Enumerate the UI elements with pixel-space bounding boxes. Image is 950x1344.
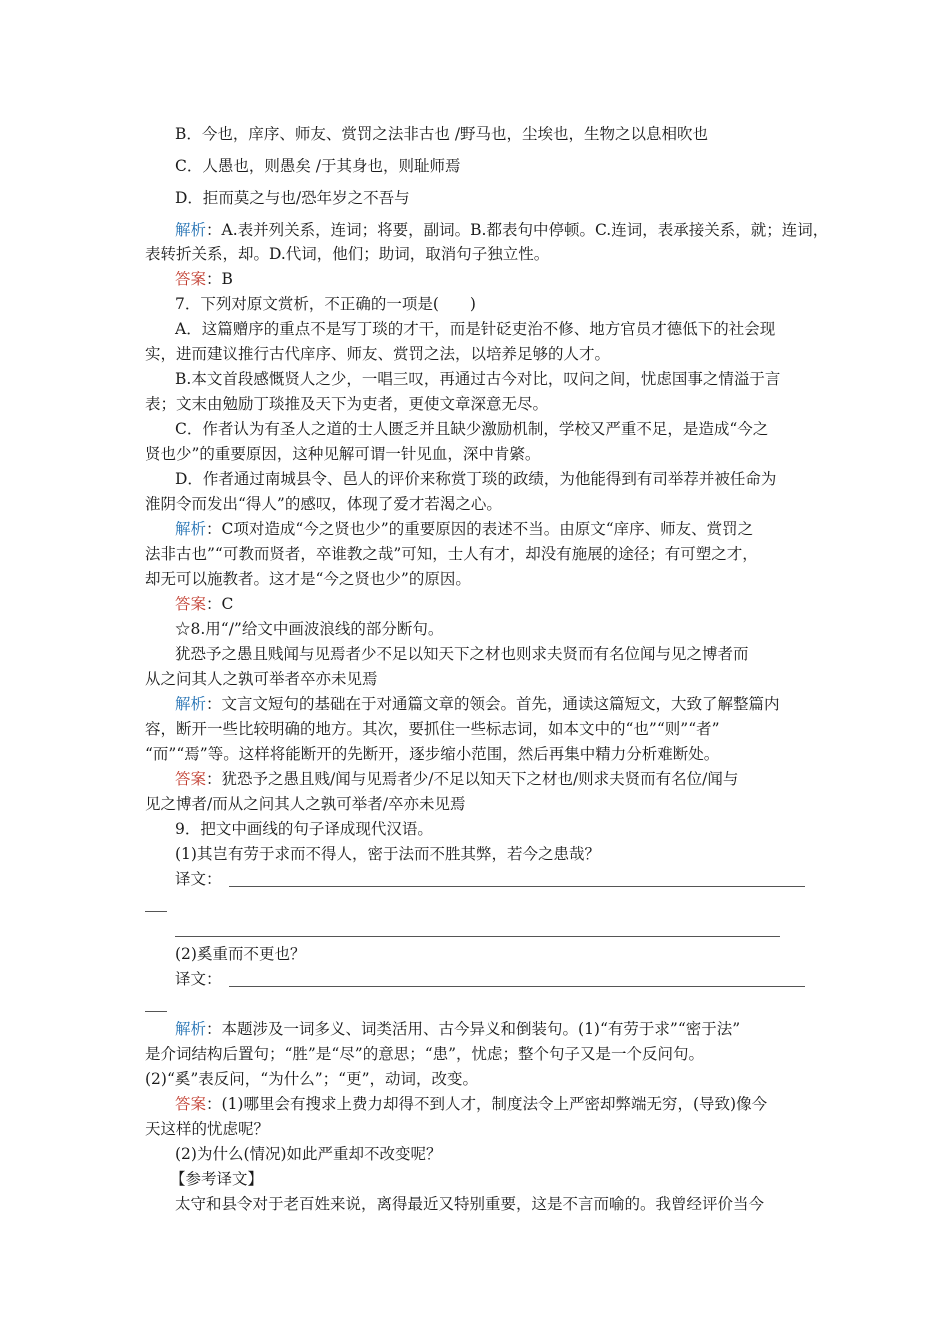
q9-sentence-2: (2)奚重而不更也？ bbox=[175, 945, 306, 963]
q8-analysis-line1: 解析：文言文短句的基础在于对通篇文章的领会。首先，通读这篇短文，大致了解整篇内 bbox=[175, 695, 780, 713]
translation-blank-2-tail bbox=[145, 1011, 167, 1012]
q7-answer: 答案：C bbox=[175, 595, 234, 613]
q7-option-b-line2: 表；文末由勉励丁琰推及天下为吏者，更使文章深意无尽。 bbox=[145, 395, 549, 413]
q9-answer-line2: 天这样的忧虑呢？ bbox=[145, 1120, 270, 1138]
q9-analysis-line3: (2)“奚”表反问，“为什么”；“更”，动词，改变。 bbox=[145, 1070, 479, 1088]
q6-option-d: D．拒而莫之与也/恐年岁之不吾与 bbox=[175, 189, 410, 207]
q9-translation-label-1: 译文： bbox=[175, 870, 222, 888]
q7-option-c-line2: 贤也少”的重要原因，这种见解可谓一针见血，深中肯綮。 bbox=[145, 445, 541, 463]
q6-analysis-line1: 解析：A.表并列关系，连词；将要，副词。B.都表句中停顿。C.连词，表承接关系，就；连词， bbox=[175, 221, 829, 239]
q9-analysis-line2: 是介词结构后置句；“胜”是“尽”的意思；“患”，忧虑；整个句子又是一个反问句。 bbox=[145, 1045, 705, 1063]
q9-translation-label-2: 译文： bbox=[175, 970, 222, 988]
translation-blank-1-tail bbox=[145, 911, 167, 912]
analysis-label: 解析 bbox=[175, 1020, 207, 1038]
q6-option-c: C．人愚也，则愚矣 /于其身也，则耻师焉 bbox=[175, 157, 461, 175]
q8-analysis-line3: “而”“焉”等。这样将能断开的先断开，逐步缩小范围，然后再集中精力分析难断处。 bbox=[145, 745, 720, 763]
answer-label: 答案 bbox=[175, 770, 207, 788]
q7-stem: 7．下列对原文赏析，不正确的一项是( ) bbox=[175, 295, 476, 313]
translation-blank-2[interactable] bbox=[229, 986, 805, 987]
q8-answer-line1: 答案：犹恐予之愚且贱/闻与见焉者少/不足以知天下之材也/则求夫贤而有名位/闻与 bbox=[175, 770, 739, 788]
q8-analysis-line2: 容，断开一些比较明确的地方。其次，要抓住一些标志词，如本文中的“也”“则”“者” bbox=[145, 720, 720, 738]
q7-option-a-line1: A．这篇赠序的重点不是写丁琰的才干，而是针砭吏治不修、地方官员才德低下的社会现 bbox=[175, 320, 776, 338]
analysis-label: 解析 bbox=[175, 221, 207, 239]
q9-sentence-1: (1)其岂有劳于求而不得人，密于法而不胜其弊，若今之患哉？ bbox=[175, 845, 600, 863]
answer-label: 答案 bbox=[175, 595, 207, 613]
q7-option-d-line1: D．作者通过南城县令、邑人的评价来称赏丁琰的政绩，为他能得到有司举荐并被任命为 bbox=[175, 470, 777, 488]
q7-analysis-line3: 却无可以施教者。这才是“今之贤也少”的原因。 bbox=[145, 570, 471, 588]
analysis-label: 解析 bbox=[175, 695, 207, 713]
answer-label: 答案 bbox=[175, 270, 207, 288]
q7-option-c-line1: C．作者认为有圣人之道的士人匮乏并且缺少激励机制，学校又严重不足，是造成“今之 bbox=[175, 420, 769, 438]
reference-heading: 【参考译文】 bbox=[170, 1170, 264, 1188]
q8-text-line2: 从之问其人之孰可举者卒亦未见焉 bbox=[145, 670, 378, 688]
q6-option-b: B．今也，庠序、师友、赏罚之法非古也 /野马也，尘埃也，生物之以息相吹也 bbox=[175, 125, 709, 143]
q6-answer: 答案：B bbox=[175, 270, 233, 288]
q7-option-a-line2: 实，进而建议推行古代庠序、师友、赏罚之法，以培养足够的人才。 bbox=[145, 345, 611, 363]
translation-blank-1b[interactable] bbox=[175, 936, 780, 937]
q8-text-line1: 犹恐予之愚且贱闻与见焉者少不足以知天下之材也则求夫贤而有名位闻与见之博者而 bbox=[175, 645, 749, 663]
q7-analysis-line2: 法非古也”“可教而贤者，卒谁教之哉”可知，士人有才，却没有施展的途径；有可塑之才， bbox=[145, 545, 758, 563]
q8-answer-line2: 见之博者/而从之问其人之孰可举者/卒亦未见焉 bbox=[145, 795, 466, 813]
q7-analysis-line1: 解析：C项对造成“今之贤也少”的重要原因的表述不当。由原文“庠序、师友、赏罚之 bbox=[175, 520, 754, 538]
q6-analysis-line2: 表转折关系，却。D.代词，他们；助词，取消句子独立性。 bbox=[145, 245, 550, 263]
reference-line1: 太守和县令对于老百姓来说，离得最近又特别重要，这是不言而喻的。我曾经评价当今 bbox=[175, 1195, 765, 1213]
q9-analysis-line1: 解析：本题涉及一词多义、词类活用、古今异义和倒装句。(1)“有劳于求”“密于法” bbox=[175, 1020, 741, 1038]
q9-stem: 9．把文中画线的句子译成现代汉语。 bbox=[175, 820, 433, 838]
translation-blank-1[interactable] bbox=[229, 886, 805, 887]
q7-option-d-line2: 淮阴令而发出“得人”的感叹，体现了爱才若渴之心。 bbox=[145, 495, 502, 513]
q9-answer-line3: (2)为什么(情况)如此严重却不改变呢？ bbox=[175, 1145, 442, 1163]
q7-option-b-line1: B.本文首段感慨贤人之少，一唱三叹，再通过古今对比，叹问之间，忧虑国事之情溢于言 bbox=[175, 370, 781, 388]
answer-label: 答案 bbox=[175, 1095, 207, 1113]
analysis-label: 解析 bbox=[175, 520, 207, 538]
q8-stem: ☆8.用“/”给文中画波浪线的部分断句。 bbox=[175, 620, 444, 638]
q9-answer-line1: 答案：(1)哪里会有搜求上费力却得不到人才，制度法令上严密却弊端无穷，(导致)像今 bbox=[175, 1095, 768, 1113]
